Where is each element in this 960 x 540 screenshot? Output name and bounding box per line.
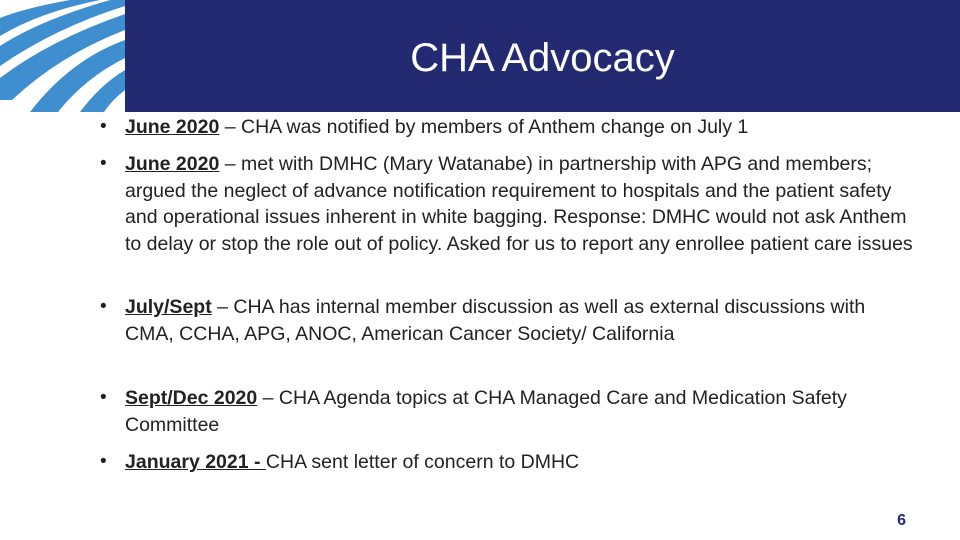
bullet-marker: • [100, 387, 107, 408]
slide-title: CHA Advocacy [410, 36, 675, 80]
page-number: 6 [897, 512, 906, 529]
bullet-date: July/Sept [125, 296, 212, 318]
bullet-date: Sept/Dec 2020 [125, 387, 258, 409]
bullet-date: June 2020 [125, 153, 220, 175]
bullet-text: – met with DMHC (Mary Watanabe) in partnership with APG and members; argued the neglect of advance notification requirement to hospitals and the patient safety and operational issues inherent in white bagging. Response: DMHC would not ask Anthem to delay or stop the role out of policy. Asked for us to report any enrollee patient care issues [125, 153, 913, 255]
bullet-item [125, 114, 915, 141]
bullet-text: – CHA was notified by members of Anthem change on July 1 [219, 116, 749, 138]
bullet-marker: • [100, 296, 107, 317]
bullet-marker: • [100, 153, 107, 174]
bullet-item [125, 151, 915, 257]
bullet-text: – CHA has internal member discussion as well as external discussions with CMA, CCHA, APG, ANOC, American Cancer Society/ California [125, 296, 866, 345]
bullet-item [125, 449, 915, 476]
bullet-item [125, 294, 915, 347]
bullet-date: June 2020 [125, 116, 220, 138]
bullet-date: January 2021 - [125, 451, 266, 473]
bullet-marker: • [100, 116, 107, 137]
bullet-text: – CHA Agenda topics at CHA Managed Care and Medication Safety Committee [125, 387, 847, 436]
bullet-text: CHA sent letter of concern to DMHC [265, 451, 580, 473]
bullet-item [125, 385, 915, 438]
bullet-marker: • [100, 451, 107, 472]
